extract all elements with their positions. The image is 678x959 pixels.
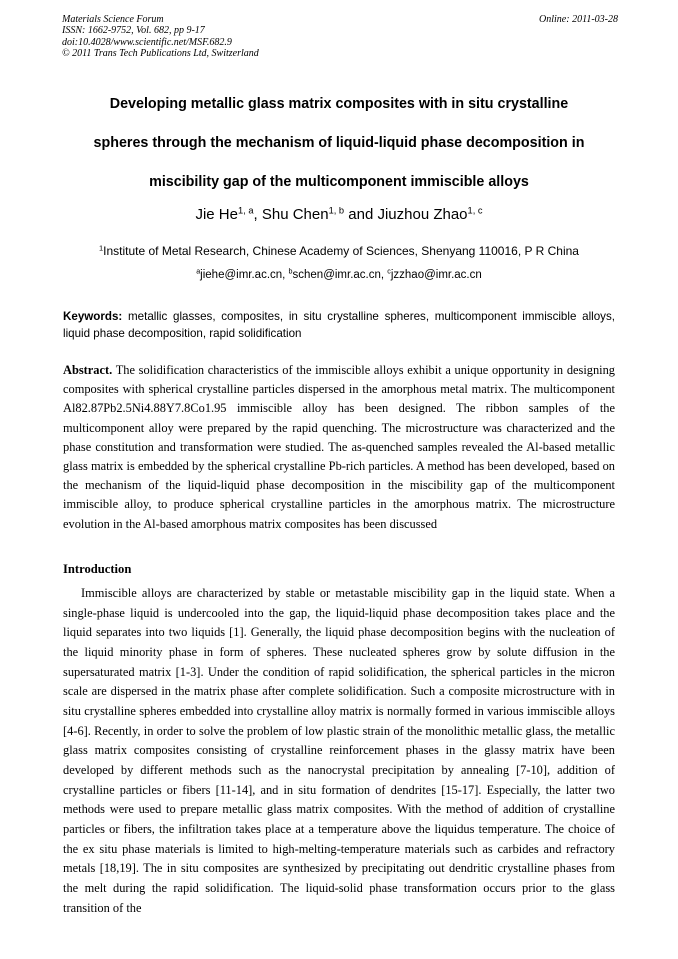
title-line-3: miscibility gap of the multicomponent immiscible alloys: [149, 174, 529, 190]
email-mark: a: [196, 267, 201, 276]
affiliation-text: Institute of Metal Research, Chinese Academy of Sciences, Shenyang 110016, P R China: [103, 244, 579, 258]
copyright-line: © 2011 Trans Tech Publications Ltd, Switzerland: [62, 47, 259, 59]
author-name: Jiuzhou Zhao: [377, 206, 468, 223]
author-list: [0, 206, 678, 223]
author-name: Jie He: [195, 206, 238, 223]
author-affiliation-mark: 1, b: [328, 205, 345, 216]
title-line-1: Developing metallic glass matrix composites with in situ crystalline: [109, 96, 569, 112]
affiliation-mark: 1: [99, 243, 104, 253]
keywords-block: [63, 308, 615, 342]
introduction-body: [63, 584, 615, 918]
abstract-text: The solidification characteristics of the immiscible alloys exhibit a unique opportunity in designing composites with spherical crystalline particles dispersed in the amorphous metal matrix. The multicomponent Al82.87Pb2.5Ni4.88Y7.8Co1.95 immiscible alloy has been designed. The ribbon samples of the multicomponent alloy were prepared by the rapid quenching. The microstructure was characterized and the phase constitution and transformation were studied. The as-quenched samples revealed the Al-based metallic glass matrix is embedded by the spherical crystalline Pb-rich particles. A method has been developed, based on the mechanism of the liquid-liquid phase decomposition in the miscibility gap of the multicomponent immiscible alloy, to produce spherical crystalline particles in the amorphous matrix. The microstructure evolution in the Al-based amorphous matrix composites has been discussed: [63, 363, 616, 531]
introduction-heading: Introduction: [63, 562, 132, 576]
email-link: schen@imr.ac.cn: [292, 269, 381, 281]
affiliation: [0, 244, 678, 258]
email-link: jiehe@imr.ac.cn: [200, 269, 283, 281]
doi-line: doi:10.4028/www.scientific.net/MSF.682.9: [62, 36, 232, 48]
abstract-block: [63, 361, 615, 534]
email-mark: b: [288, 267, 293, 276]
author-affiliation-mark: 1, c: [467, 205, 483, 216]
email-separator: ,: [380, 269, 388, 281]
online-date: Online: 2011-03-28: [539, 14, 618, 25]
keywords-text: metallic glasses, composites, in situ crystalline spheres, multicomponent immiscible alloys, liquid phase decomposition, rapid solidification: [63, 310, 615, 340]
abstract-label: Abstract.: [63, 363, 113, 377]
keywords-label: Keywords:: [63, 310, 123, 323]
email-link: jzzhao@imr.ac.cn: [390, 269, 482, 281]
author-separator: ,: [253, 206, 262, 223]
journal-name: Materials Science Forum: [62, 14, 164, 25]
author-affiliation-mark: 1, a: [238, 205, 254, 216]
author-separator: and: [344, 206, 378, 223]
email-list: [0, 269, 678, 281]
email-mark: c: [387, 267, 391, 276]
author-name: Shu Chen: [261, 206, 329, 223]
title-line-2: spheres through the mechanism of liquid-liquid phase decomposition in: [93, 135, 585, 151]
introduction-paragraph: Immiscible alloys are characterized by stable or metastable miscibility gap in the liquid state. When a single-phase liquid is undercooled into the gap, the liquid-liquid phase decomposition takes place and the liquid separates into two liquids [1]. Generally, the liquid phase decomposition begins with the nucleation of the liquid minority phase in form of spheres. These nucleated spheres grow by solute diffusion in the supersaturated matrix [1-3]. Under the condition of rapid solidification, the spherical particles in the micron scale are dispersed in the matrix phase after complete solidification. Such a composite microstructure with in situ crystalline spheres embedded into crystalline alloy matrix is normally formed in various immiscible alloys [4-6]. Recently, in order to solve the problem of low plastic strain of the monolithic metallic glass, the metallic glass matrix composites consisting of crystalline reinforcement phases in the glassy matrix have been developed by different methods such as the nanocrystal precipitation by annealing [7-10], addition of crystalline particles or fibers [11-14], and in situ formation of dendrites [15-17]. Especially, the latter two methods were used to prepare metallic glass matrix composites. With the method of addition of crystalline particles or fibers, the infiltration takes place at a temperature above the liquidus temperature. The choice of the ex situ phase materials is limited to high-melting-temperature materials such as carbides and refractory metals [18,19]. The in situ composites are synthesized by precipitating out dendritic crystalline phases from the melt during the rapid solidification. The liquid-solid phase transformation occurs prior to the glass transition of the: [63, 586, 615, 915]
journal-header: [62, 14, 618, 59]
issn-line: ISSN: 1662-9752, Vol. 682, pp 9-17: [62, 25, 205, 37]
email-separator: ,: [282, 269, 289, 281]
paper-title: [40, 85, 638, 202]
